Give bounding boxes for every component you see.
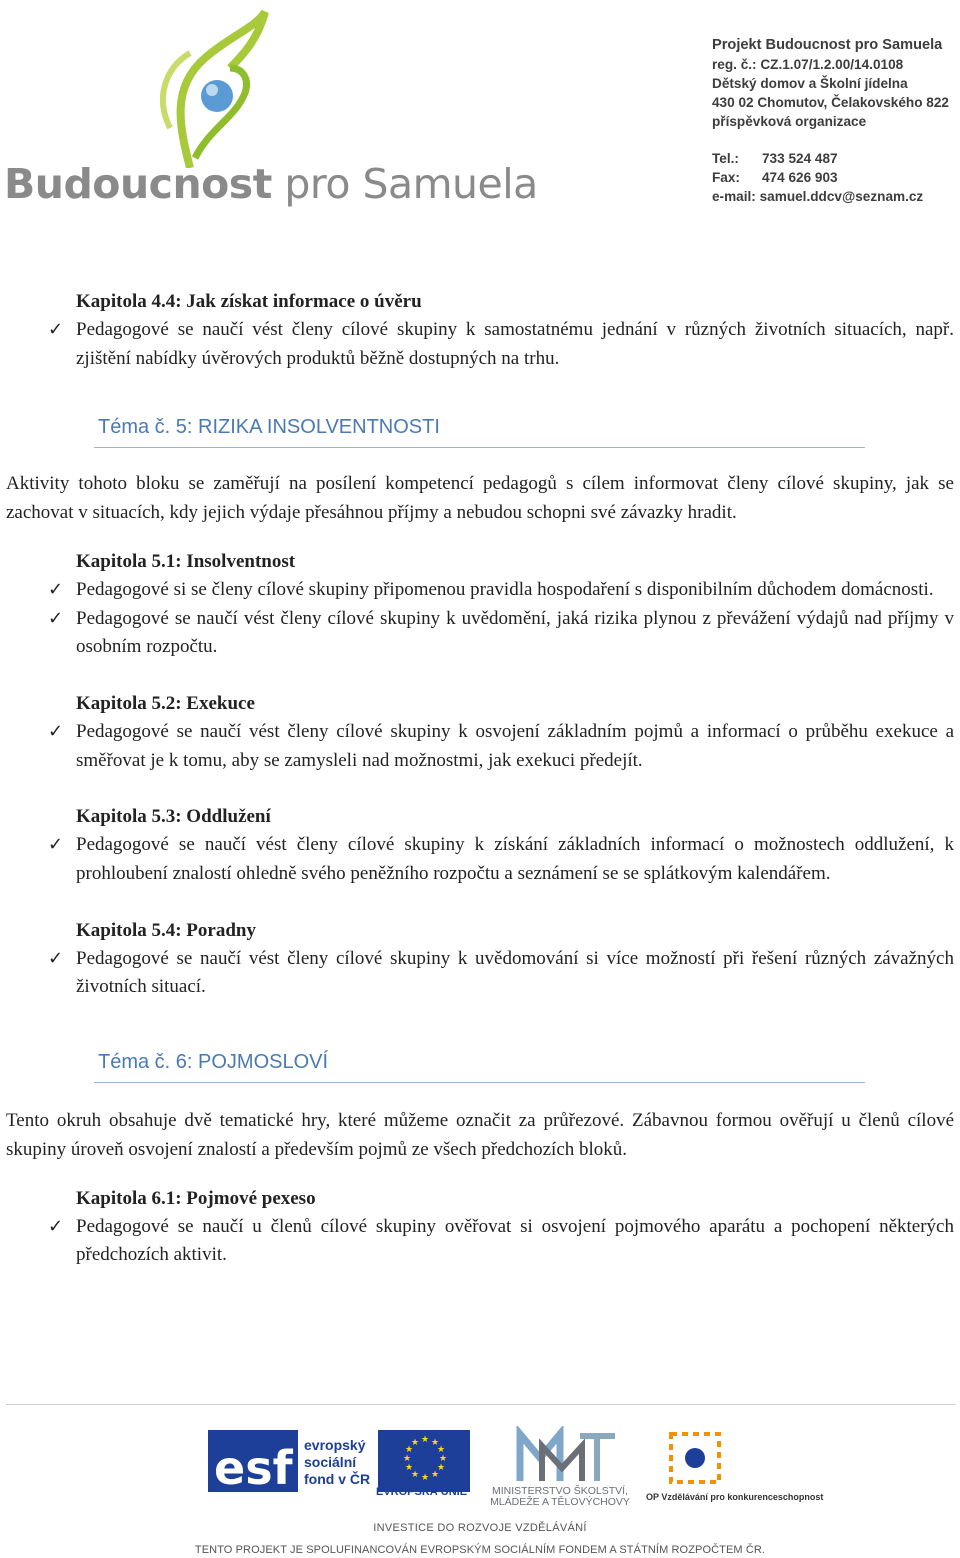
bullet-text: Pedagogové se naučí u členů cílové skupiny ověřovat si osvojení pojmového aparátu a pochopení některých předchozích aktivit. bbox=[76, 1215, 954, 1266]
bullet-item bbox=[0, 945, 960, 1002]
op-vzdelavani-logo-icon bbox=[645, 1428, 745, 1490]
chapter-6-1-title: Kapitola 6.1: Pojmové pexeso bbox=[76, 1187, 316, 1209]
checkmark-icon: ✓ bbox=[48, 319, 64, 340]
msmt-logo-icon bbox=[480, 1426, 640, 1486]
esf-logo-icon bbox=[208, 1430, 373, 1492]
bullet-item bbox=[0, 1213, 960, 1270]
bullet-text: Pedagogové si se členy cílové skupiny připomenou pravidla hospodaření s disponibilním důchodem domácnosti. bbox=[76, 578, 934, 600]
esf-caption-1: evropský bbox=[304, 1437, 366, 1453]
contact-email bbox=[712, 187, 949, 206]
checkmark-icon: ✓ bbox=[48, 947, 64, 969]
contact-tel bbox=[712, 149, 949, 168]
logo-wordmark bbox=[4, 160, 538, 208]
topic-6-intro: Tento okruh obsahuje dvě tematické hry, které můžeme označit za průřezové. Zábavnou formou ověřují u členů cílové skupiny úroveň osvojení znalostí a především pojmů ze všech předchozích bloků. bbox=[6, 1110, 954, 1160]
document-body bbox=[0, 288, 960, 1270]
footer-divider bbox=[6, 1404, 956, 1405]
checkmark-icon: ✓ bbox=[48, 834, 64, 856]
logo-leaf-icon bbox=[150, 8, 280, 168]
svg-text:★: ★ bbox=[437, 1445, 446, 1455]
checkmark-icon: ✓ bbox=[48, 720, 64, 742]
topic-6-title: Téma č. 6: POJMOSLOVÍ bbox=[98, 1051, 329, 1074]
bullet-text: Pedagogové se naučí vést členy cílové skupiny k samostatnému jednání v různých životních situacích, např. zjištění nabídky úvěrových produktů běžně dostupných na trhu. bbox=[76, 319, 954, 369]
eu-caption: EVROPSKÁ UNIE bbox=[376, 1486, 468, 1498]
svg-text:★: ★ bbox=[411, 1470, 420, 1480]
tel-value: 733 524 487 bbox=[762, 151, 838, 166]
page-header bbox=[0, 0, 960, 230]
topic-5-intro: Aktivity tohoto bloku se zaměřují na posílení kompetencí pedagogů s cílem informovat členy cílové skupiny, jak se zachovat v situacích, kdy jejich výdaje přesáhnou příjmy a nebudou schopni své závazky hradit. bbox=[6, 473, 954, 524]
fax-label: Fax: bbox=[712, 170, 740, 185]
svg-text:★: ★ bbox=[439, 1454, 448, 1464]
bullet-item bbox=[0, 831, 960, 888]
chapter-5-1-title: Kapitola 5.1: Insolventnost bbox=[76, 550, 296, 572]
esf-caption-2: sociální bbox=[304, 1454, 357, 1470]
bullet-item bbox=[0, 605, 960, 662]
project-reg: reg. č.: CZ.1.07/1.2.00/14.0108 bbox=[712, 57, 904, 72]
svg-text:★: ★ bbox=[403, 1454, 412, 1464]
msmt-caption-1: MINISTERSTVO ŠKOLSTVÍ, bbox=[492, 1485, 628, 1497]
page-footer bbox=[0, 1420, 960, 1558]
org-line-3: příspěvková organizace bbox=[712, 114, 867, 129]
logo-wordmark-bold: Budoucnost bbox=[4, 160, 272, 208]
checkmark-icon: ✓ bbox=[48, 578, 64, 600]
investment-slogan: INVESTICE DO ROZVOJE VZDĚLÁVÁNÍ bbox=[373, 1522, 587, 1534]
cofinancing-notice: TENTO PROJEKT JE SPOLUFINANCOVÁN EVROPSKÝM SOCIÁLNÍM FONDEM A STÁTNÍM ROZPOČTEM ČR. bbox=[194, 1544, 766, 1556]
svg-text:esf: esf bbox=[214, 1441, 293, 1492]
logo-wordmark-light: pro Samuela bbox=[271, 160, 538, 208]
org-line-1: Dětský domov a Školní jídelna bbox=[712, 76, 908, 91]
topic-5-title: Téma č. 5: RIZIKA INSOLVENTNOSTI bbox=[98, 416, 440, 439]
email-value: samuel.ddcv@seznam.cz bbox=[759, 189, 924, 204]
bullet-text: Pedagogové se naučí vést členy cílové skupiny k uvědomování si více možností při řešení různých závažných životních situací. bbox=[76, 947, 954, 998]
bullet-text: Pedagogové se naučí vést členy cílové skupiny k uvědomění, jaká rizika plynou z převážení výdajů nad příjmy v osobním rozpočtu. bbox=[76, 607, 954, 658]
bullet-item bbox=[0, 718, 960, 775]
bullet-item bbox=[0, 316, 960, 373]
fax-value: 474 626 903 bbox=[762, 170, 838, 185]
checkmark-icon: ✓ bbox=[48, 607, 64, 629]
bullet-text: Pedagogové se naučí vést členy cílové skupiny k osvojení základním pojmů a informací o průběhu exekuce a směřovat je k tomu, aby se zamysleli nad možnostmi, jak exekuci předejít. bbox=[76, 720, 954, 771]
eu-flag-icon bbox=[378, 1430, 470, 1492]
msmt-caption bbox=[480, 1486, 640, 1508]
bullet-text: Pedagogové se naučí vést členy cílové skupiny k získání základních informací o možnostech oddlužení, k prohloubení znalostí ohledně svého peněžního rozpočtu a seznámení se se splátkovým kalendářem. bbox=[76, 834, 954, 885]
chapter-5-3-title: Kapitola 5.3: Oddlužení bbox=[76, 806, 271, 828]
svg-text:★: ★ bbox=[405, 1463, 414, 1473]
project-title: Projekt Budoucnost pro Samuela bbox=[712, 37, 943, 53]
tel-label: Tel.: bbox=[712, 151, 739, 166]
project-info bbox=[712, 36, 949, 206]
chapter-5-2-title: Kapitola 5.2: Exekuce bbox=[76, 692, 255, 714]
email-label: e-mail: bbox=[712, 189, 756, 204]
svg-text:★: ★ bbox=[431, 1470, 440, 1480]
contact-fax bbox=[712, 168, 949, 187]
checkmark-icon: ✓ bbox=[48, 1215, 64, 1237]
svg-text:★: ★ bbox=[421, 1435, 430, 1445]
chapter-5-4-title: Kapitola 5.4: Poradny bbox=[76, 919, 256, 941]
org-line-2: 430 02 Chomutov, Čelakovského 822 bbox=[712, 95, 949, 110]
svg-text:★: ★ bbox=[411, 1438, 420, 1448]
svg-text:★: ★ bbox=[421, 1473, 430, 1483]
op-caption: OP Vzdělávání pro konkurenceschopnost bbox=[646, 1492, 824, 1502]
esf-caption-3: fond v ČR bbox=[304, 1471, 371, 1487]
svg-text:★: ★ bbox=[405, 1445, 414, 1455]
svg-text:★: ★ bbox=[431, 1438, 440, 1448]
msmt-caption-2: MLÁDEŽE A TĚLOVÝCHOVY bbox=[490, 1496, 630, 1508]
bullet-item bbox=[0, 576, 960, 605]
chapter-4-4-title: Kapitola 4.4: Jak získat informace o úvěru bbox=[76, 291, 422, 312]
svg-text:★: ★ bbox=[437, 1463, 446, 1473]
